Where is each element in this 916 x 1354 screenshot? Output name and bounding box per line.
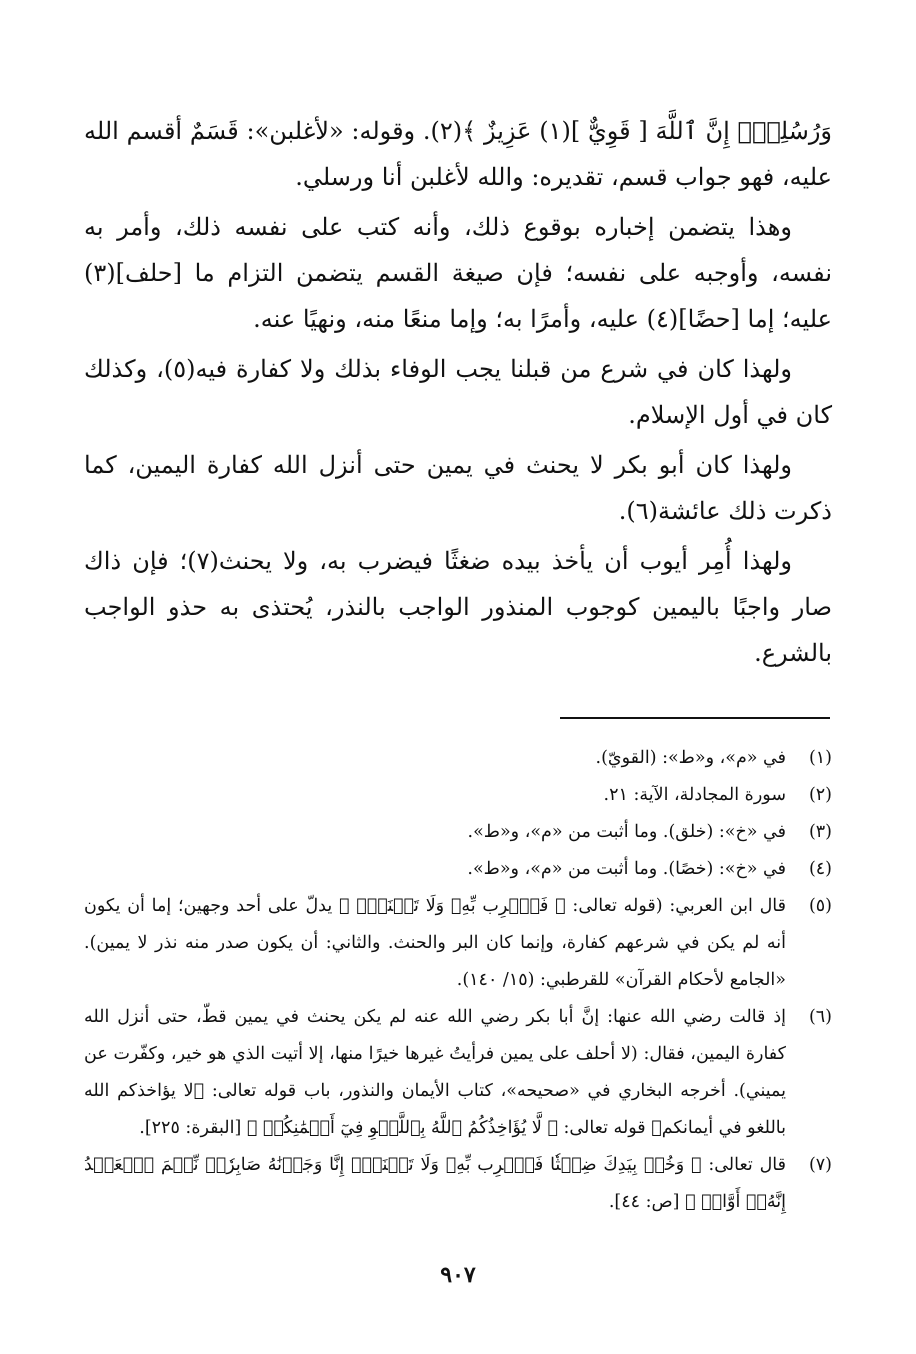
footnote-text: في «خ»: (خلق). وما أثبت من «م»، و«ط». [467,822,786,842]
footnotes [84,740,832,1221]
footnote-number: (٢) [808,785,832,805]
footnote-5 [84,888,832,999]
footnote-text: قال ابن العربي: (قوله تعالى: ﴿ فَٱضۡرِب بِّهِۦ وَلَا تَحۡنَثۡۗ ﴾ يدلّ على أحد وجهين؛ إما أن يكون أنه لم يكن في شرعهم كفارة، وإنما كان البر والحنث. والثاني: أن يكون صدر منه نذر لا يمين). «الجامع لأحكام القرآن» للقرطبي: (١٥/ ١٤٠). [84,896,786,990]
footnote-text: في «خ»: (خصًا). وما أثبت من «م»، و«ط». [467,859,786,879]
footnote-number: (١) [808,748,832,768]
footnote-4 [84,851,832,888]
footnote-number: (٣) [808,822,832,842]
footnote-3 [84,814,832,851]
footnote-number: (٦) [808,1007,832,1027]
page-number: ٩٠٧ [440,1262,476,1288]
footnote-text: سورة المجادلة، الآية: ٢١. [603,785,786,805]
paragraph-4: ولهذا كان أبو بكر لا يحنث في يمين حتى أنزل الله كفارة اليمين، كما ذكرت ذلك عائشة(٦). [84,451,832,525]
footnote-divider [560,717,830,719]
footnote-text: في «م»، و«ط»: (القويّ). [595,748,786,768]
paragraph-3: ولهذا كان في شرع من قبلنا يجب الوفاء بذلك ولا كفارة فيه(٥)، وكذلك كان في أول الإسلام. [84,355,832,429]
paragraph-2: وهذا يتضمن إخباره بوقوع ذلك، وأنه كتب على نفسه ذلك، وأمر به نفسه، وأوجبه على نفسه؛ فإن صيغة القسم يتضمن التزام ما [حلف](٣) عليه؛ إما [حضًا](٤) عليه، وأمرًا به؛ وإما منعًا منه، ونهيًا عنه. [84,213,832,333]
paragraph-1: وَرُسُلِيٓۚ إِنَّ ٱللَّهَ [ قَوِيٌّ ](١) عَزِيزٌ ﴾(٢). وقوله: «لأغلبن»: قَسَمٌ أقسم الله عليه، فهو جواب قسم، تقديره: والله لأغلبن أنا ورسلي. [84,117,832,191]
footnote-number: (٤) [808,859,832,879]
footnote-number: (٥) [808,896,832,916]
footnote-6 [84,999,832,1147]
footnote-text: إذ قالت رضي الله عنها: إنَّ أبا بكر رضي الله عنه لم يكن يحنث في يمين قطّ، حتى أنزل الله كفارة اليمين، فقال: (لا أحلف على يمين فرأيتُ غيرها خيرًا منها، إلا أتيت الذي هو خير، وكفّرت عن يميني). أخرجه البخاري في «صحيحه»، كتاب الأيمان والنذور، باب قوله تعالى: ﴿لا يؤاخذكم الله باللغو في أيمانكم﴾ قوله تعالى: ﴿ لَّا يُؤَاخِذُكُمُ ٱللَّهُ بِٱللَّغۡوِ فِيٓ أَيۡمَٰنِكُمۡ ﴾ [البقرة: ٢٢٥]. [84,1007,786,1138]
footnote-7 [84,1147,832,1221]
main-text [84,108,832,680]
footnote-text: قال تعالى: ﴿ وَخُذۡ بِيَدِكَ ضِغۡثٗا فَٱضۡرِب بِّهِۦ وَلَا تَحۡنَثۡۗ إِنَّا وَجَدۡنَٰهُ صَابِرٗاۚ نِّعۡمَ ٱلۡعَبۡدُ إِنَّهُۥٓ أَوَّابٞ ﴾ [ص: ٤٤]. [84,1155,786,1212]
footnote-number: (٧) [808,1155,832,1175]
paragraph-5: ولهذا أُمِر أيوب أن يأخذ بيده ضغثًا فيضرب به، ولا يحنث(٧)؛ فإن ذاك صار واجبًا باليمين كوجوب المنذور الواجب بالنذر، يُحتذى به حذو الواجب بالشرع. [84,547,832,667]
footnote-1 [84,740,832,777]
footnote-2 [84,777,832,814]
